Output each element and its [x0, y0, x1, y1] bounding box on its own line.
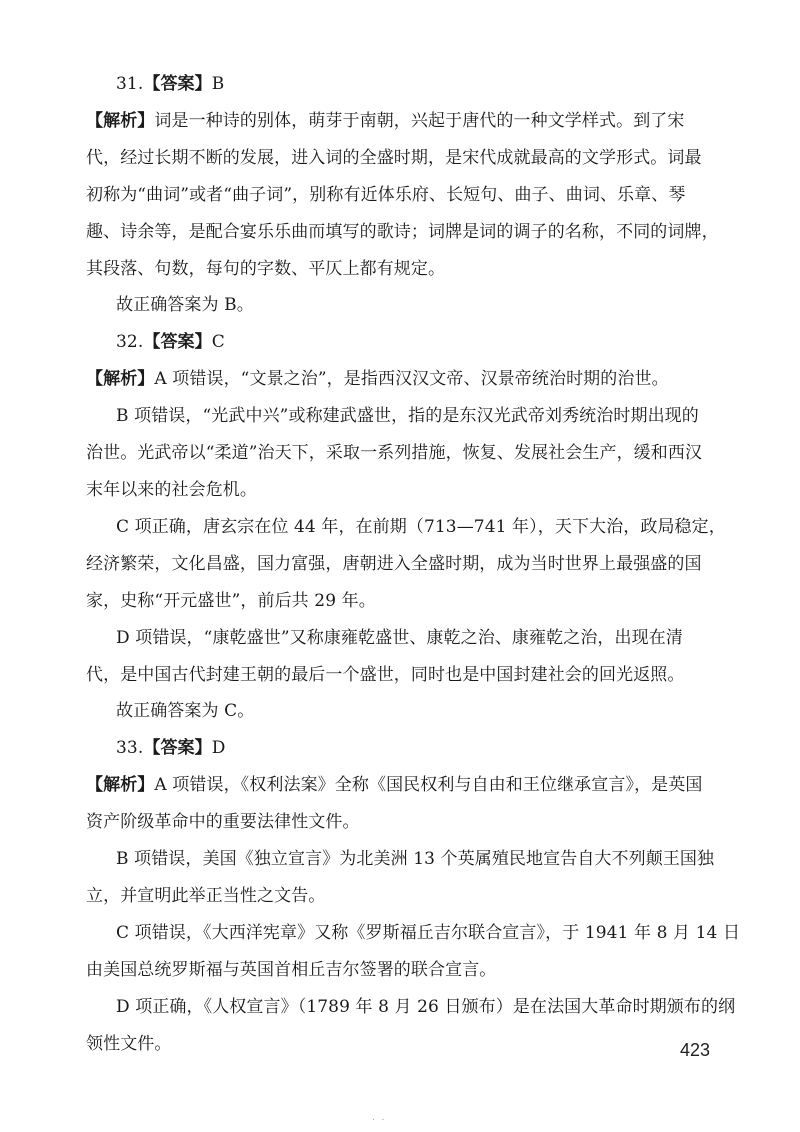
q33-answer-line	[86, 730, 722, 767]
q33-option-c-line: C 项错误，《大西洋宪章》又称《罗斯福丘吉尔联合宣言》，于 1941 年 8 月 14 日	[116, 922, 741, 943]
q33-option-d-line: D 项正确，《人权宣言》（1789 年 8 月 26 日颁布）是在法国大革命时期颁布的纲	[116, 996, 736, 1017]
q33-analysis-line	[86, 767, 722, 804]
q32-analysis-tag: 【解析】	[86, 369, 155, 390]
q32-number: 32.	[116, 332, 144, 353]
q32-analysis-line	[86, 361, 722, 398]
q31-analysis-line: 其段落、句数，每句的字数、平仄上都有规定。	[86, 258, 446, 279]
q32-answer-line	[86, 324, 722, 361]
page-number: 423	[680, 1040, 711, 1060]
q33-option-b-line: B 项错误，美国《独立宣言》为北美洲 13 个英属殖民地宣告自大不列颠王国独	[116, 849, 715, 870]
q31-analysis-tag: 【解析】	[86, 110, 155, 131]
q32-answer-tag: 【答案】	[143, 332, 212, 353]
q33-answer: D	[211, 738, 226, 759]
q31-analysis-line: 趣、诗余等，是配合宴乐乐曲而填写的歌诗；词牌是词的调子的名称，不同的词牌，	[86, 221, 719, 242]
q32-conclusion: 故正确答案为 C。	[116, 701, 255, 722]
q31-answer-line	[86, 66, 722, 103]
q31-analysis-line	[86, 103, 722, 140]
q32-analysis-text: A 项错误，“文景之治”，是指西汉汉文帝、汉景帝统治时期的治世。	[154, 369, 669, 390]
q32-option-b-line: 末年以来的社会危机。	[86, 479, 257, 500]
q31-answer-tag: 【答案】	[143, 74, 212, 94]
q32-option-c-line: 经济繁荣，文化昌盛，国力富强，唐朝进入全盛时期，成为当时世界上最强盛的国	[86, 553, 702, 574]
q31-number: 31.	[116, 74, 144, 94]
q31-analysis-line: 初称为“曲词”或者“曲子词”，别称有近体乐府、长短句、曲子、曲词、乐章、琴	[86, 184, 686, 205]
q33-analysis-tag: 【解析】	[86, 775, 155, 796]
q32-option-c-line: C 项正确，唐玄宗在位 44 年，在前期（713—741 年），天下大治，政局稳定，	[116, 516, 726, 537]
q31-analysis-line: 代，经过长期不断的发展，进入词的全盛时期，是宋代成就最高的文学形式。词最	[86, 147, 702, 168]
footer-mark: . .	[372, 1112, 387, 1123]
q31-conclusion: 故正确答案为 B。	[116, 295, 254, 316]
q32-option-d-line: 代，是中国古代封建王朝的最后一个盛世，同时也是中国封建社会的回光返照。	[86, 664, 685, 685]
q31-answer: B	[211, 74, 225, 94]
q33-option-d-line: 领性文件。	[86, 1033, 172, 1054]
q33-analysis-line: 资产阶级革命中的重要法律性文件。	[86, 812, 360, 833]
q33-number: 33.	[116, 738, 144, 759]
q33-option-b-line: 立，并宣明此举正当性之文告。	[86, 885, 326, 906]
q32-option-d-line: D 项错误，“康乾盛世”又称康雍乾盛世、康乾之治、康雍乾之治，出现在清	[116, 627, 683, 648]
q32-option-b-line: 治世。光武帝以“柔道”治天下，采取一系列措施，恢复、发展社会生产，缓和西汉	[86, 443, 703, 464]
q33-analysis-text: A 项错误，《权利法案》全称《国民权利与自由和王位继承宣言》，是英国	[154, 775, 703, 796]
q31-analysis-text: 词是一种诗的别体，萌芽于南朝，兴起于唐代的一种文学样式。到了宋	[154, 110, 685, 131]
answer-explanations	[86, 66, 741, 1062]
q33-option-c-line: 由美国总统罗斯福与英国首相丘吉尔签署的联合宣言。	[86, 959, 497, 980]
q32-answer: C	[211, 332, 225, 353]
q33-answer-tag: 【答案】	[143, 738, 212, 759]
q32-option-b-line: B 项错误，“光武中兴”或称建武盛世，指的是东汉光武帝刘秀统治时期出现的	[116, 406, 699, 427]
q32-option-c-line: 家，史称“开元盛世”，前后共 29 年。	[86, 590, 376, 611]
